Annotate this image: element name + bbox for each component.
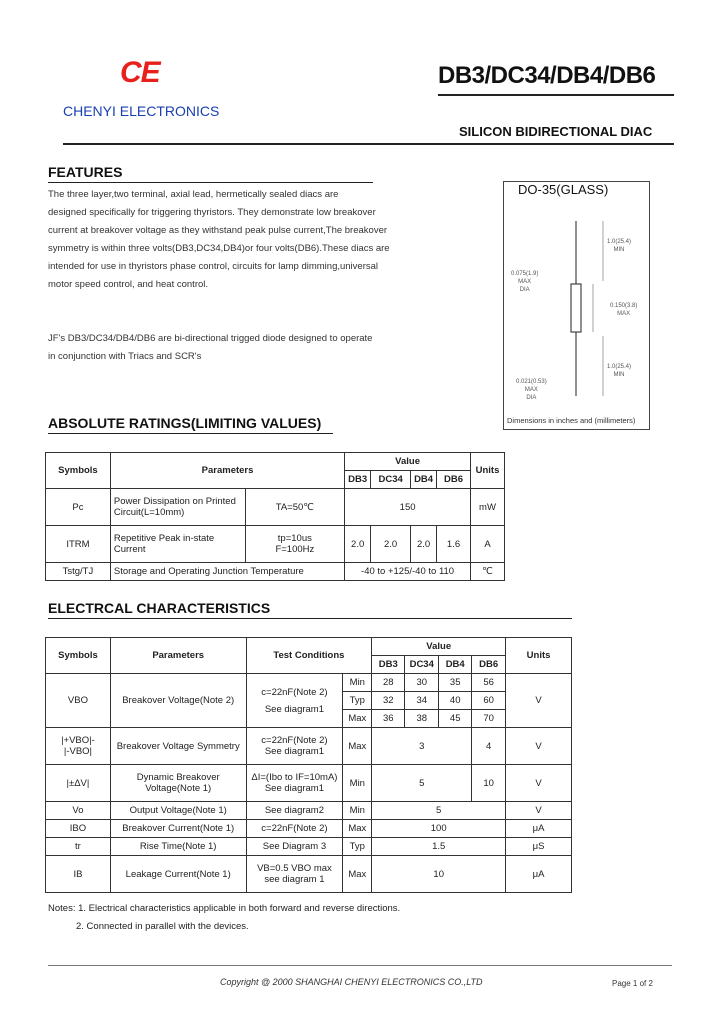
ratings-header-symbols: Symbols [46,453,111,489]
ec-condition: ΔI=(Ibo to IF=10mA) See diagram1 [246,765,343,802]
ec-param: Breakover Current(Note 1) [110,820,246,838]
ec-value: 10 [472,765,506,802]
ratings-value: 2.0 [371,526,411,563]
ratings-col-db6: DB6 [437,471,471,489]
ec-limit-label: Min [343,674,372,692]
ec-header-value: Value [372,638,506,656]
ratings-condition: tp=10us F=100Hz [245,526,345,563]
ec-limit-label: Min [343,802,372,820]
ec-symbol: |+VBO|- |-VBO| [46,728,111,765]
ratings-header-units: Units [471,453,505,489]
ec-value: 35 [439,674,472,692]
features-line: in conjunction with Triacs and SCR's [48,351,202,362]
ec-value: 5 [372,765,472,802]
ec-limit-label: Min [343,765,372,802]
ec-value: 4 [472,728,506,765]
ratings-param: Power Dissipation on Printed Circuit(L=10mm) [110,489,245,526]
ec-param: Breakover Voltage Symmetry [110,728,246,765]
ratings-rule [48,433,333,434]
ec-condition: See Diagram 3 [246,838,343,856]
ratings-symbol: Tstg/TJ [46,563,111,581]
features-line: intended for use in thyristors phase control, circuits for lamp dimming,universal [48,261,379,272]
ratings-param: Storage and Operating Junction Temperature [110,563,344,581]
ec-param: Dynamic Breakover Voltage(Note 1) [110,765,246,802]
ec-header-parameters: Parameters [110,638,246,674]
features-line: designed specifically for triggering thyristors. They demonstrate low breakover [48,207,376,218]
ec-condition: See diagram2 [246,802,343,820]
ratings-symbol: ITRM [46,526,111,563]
ec-param: Output Voltage(Note 1) [110,802,246,820]
ratings-unit: ℃ [471,563,505,581]
ratings-col-db3: DB3 [345,471,371,489]
company-logo: CE [120,56,160,89]
note-1: Notes: 1. Electrical characteristics applicable in both forward and reverse directions. [48,903,401,914]
ec-value: 70 [472,710,506,728]
ratings-col-db4: DB4 [411,471,437,489]
package-title: DO-35(GLASS) [518,182,609,197]
features-paragraph-2 [48,330,372,366]
ratings-symbol: Pc [46,489,111,526]
ec-limit-label: Max [343,710,372,728]
ratings-value: 150 [345,489,471,526]
ec-limit-label: Max [343,728,372,765]
ratings-param: Repetitive Peak in-state Current [110,526,245,563]
ec-col-db4: DB4 [439,656,472,674]
ec-value: 5 [372,802,506,820]
ec-unit: V [506,728,572,765]
glass-body [571,284,581,332]
ec-limit-label: Max [343,820,372,838]
features-line: symmetry is within three volts(DB3,DC34,DB4)or four volts(DB6).These diacs are [48,243,390,254]
ec-col-db3: DB3 [372,656,405,674]
ec-symbol: |±ΔV| [46,765,111,802]
copyright: Copyright @ 2000 SHANGHAI CHENYI ELECTRONICS CO.,LTD [220,977,483,987]
ec-param: Leakage Current(Note 1) [110,856,246,893]
ec-unit: μA [506,820,572,838]
ec-col-dc34: DC34 [405,656,439,674]
features-line: JF's DB3/DC34/DB4/DB6 are bi-directional trigged diode designed to operate [48,333,373,344]
features-line: The three layer,two terminal, axial lead, hermetically sealed diacs are [48,189,339,200]
features-rule [48,182,373,183]
ec-header-test: Test Conditions [246,638,372,674]
company-name: CHENYI ELECTRONICS [63,103,220,119]
ec-symbol: tr [46,838,111,856]
ec-limit-label: Typ [343,838,372,856]
ratings-value: 1.6 [437,526,471,563]
footer-rule [48,965,672,966]
dim-label: 1.0(25.4) MIN [607,364,632,378]
ratings-unit: A [471,526,505,563]
ec-value: 60 [472,692,506,710]
note-2: 2. Connected in parallel with the devices. [76,921,249,932]
ec-symbol: IB [46,856,111,893]
ec-symbol: VBO [46,674,111,728]
ec-value: 36 [372,710,405,728]
header-rule [438,94,674,96]
ec-value: 1.5 [372,838,506,856]
ratings-header-parameters: Parameters [110,453,344,489]
ec-param: Rise Time(Note 1) [110,838,246,856]
ec-value: 30 [405,674,439,692]
product-title: SILICON BIDIRECTIONAL DIAC [459,124,653,139]
ec-unit: V [506,765,572,802]
ratings-value: 2.0 [345,526,371,563]
ratings-value: -40 to +125/-40 to 110 [345,563,471,581]
ratings-header-value: Value [345,453,471,471]
electrical-table [45,637,572,893]
ec-condition: c=22nF(Note 2) [246,820,343,838]
diagram-note: Dimensions in inches and (millimeters) [507,416,636,425]
ratings-condition: TA=50℃ [245,489,345,526]
ratings-title: ABSOLUTE RATINGS(LIMITING VALUES) [48,415,322,431]
features-title: FEATURES [48,164,123,180]
ec-value: 100 [372,820,506,838]
ratings-unit: mW [471,489,505,526]
electrical-title: ELECTRCAL CHARACTERISTICS [48,600,271,616]
dim-label: 0.075(1.9) MAX DIA [511,271,539,293]
ec-condition: c=22nF(Note 2) See diagram1 [246,728,343,765]
ec-value: 28 [372,674,405,692]
product-rule [63,143,674,145]
ec-col-db6: DB6 [472,656,506,674]
ratings-table [45,452,505,581]
ec-header-symbols: Symbols [46,638,111,674]
ec-unit: μS [506,838,572,856]
features-line: motor speed control, and heat control. [48,279,209,290]
ec-limit-label: Max [343,856,372,893]
ratings-value: 2.0 [411,526,437,563]
ratings-col-dc34: DC34 [371,471,411,489]
ec-value: 34 [405,692,439,710]
electrical-rule [48,618,572,619]
ec-value: 32 [372,692,405,710]
ec-unit: V [506,674,572,728]
ec-condition: c=22nF(Note 2) See diagram1 [246,674,343,728]
ec-limit-label: Typ [343,692,372,710]
features-paragraph [48,186,390,294]
ec-unit: V [506,802,572,820]
ec-value: 56 [472,674,506,692]
dim-label: 1.0(25.4) MIN [607,239,632,253]
dim-label: 0.021(0.53) MAX DIA [516,379,547,401]
ec-param: Breakover Voltage(Note 2) [110,674,246,728]
ec-value: 38 [405,710,439,728]
ec-symbol: IBO [46,820,111,838]
ec-unit: μA [506,856,572,893]
features-line: current at breakover voltage as they withstand peak pulse current,The breakover [48,225,388,236]
model-title: DB3/DC34/DB4/DB6 [438,62,656,89]
page-number: Page 1 of 2 [612,979,653,988]
dim-label: 0.150(3.8) MAX [610,303,638,317]
ec-value: 40 [439,692,472,710]
ec-value: 45 [439,710,472,728]
ec-value: 3 [372,728,472,765]
ec-value: 10 [372,856,506,893]
ec-condition: VB=0.5 VBO max see diagram 1 [246,856,343,893]
ec-symbol: Vo [46,802,111,820]
ec-header-units: Units [506,638,572,674]
